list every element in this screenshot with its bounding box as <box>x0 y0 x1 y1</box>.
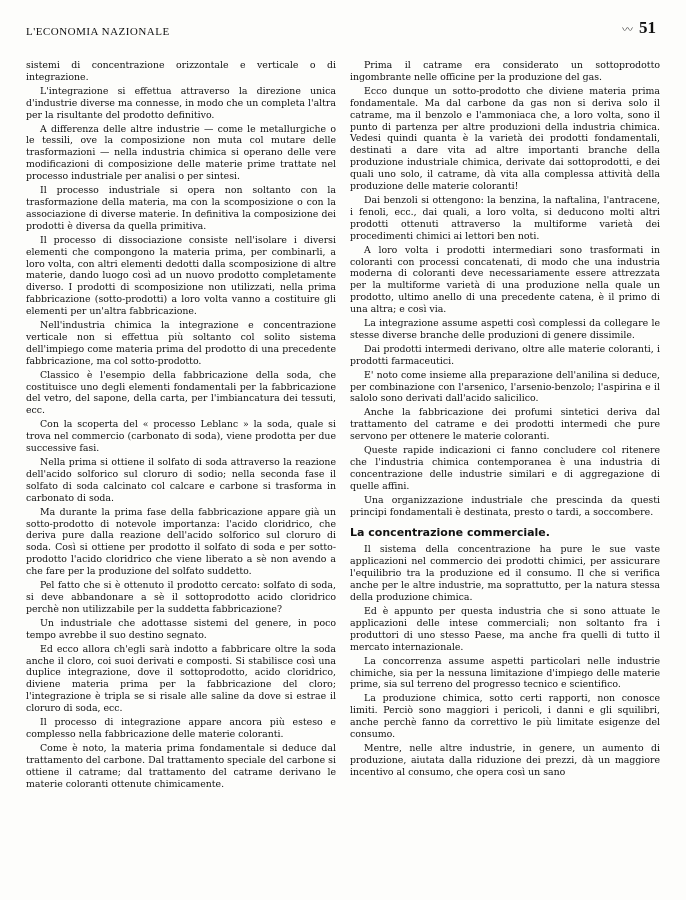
paragraph: Ecco dunque un sotto-prodotto che diviene materia prima fondamentale. Ma dal carbone da gas non si deriva solo il catrame, ma il benzolo e l'ammoniaca che, a loro volta, sono il punto di partenza per altre produzioni della industria chimica. Vedesi quindi quanta è la varietà dei prodotti fondamentali, destinati a dare vita ad altre importanti branche della produzione industriale chimica, derivate dai sottoprodotti, e dei quali uno solo, il catrame, dà vita alla complessa attività della produzione delle materie coloranti! <box>350 85 660 193</box>
paragraph: L'integrazione si effettua attraverso la direzione unica d'industrie diverse ma connesse, in modo che un completa l'altra per la risultante del prodotto definitivo. <box>26 85 336 121</box>
paragraph: Pel fatto che si è ottenuto il prodotto cercato: solfato di soda, si deve abbandonare a sè il sottoprodotto acido cloridrico perchè non utilizzabile per la suddetta fabbricazione? <box>26 580 336 615</box>
running-head: L'ECONOMIA NAZIONALE <box>26 26 170 38</box>
paragraph: A differenza delle altre industrie — come le metallurgiche o le tessili, ove la composizione non muta col mutare delle trasformazioni — nella industria chimica si operano delle vere modificazioni di composizione delle materie prime trattate nel processo industriale per analisi o per sintesi. <box>26 123 336 183</box>
paragraph: Queste rapide indicazioni ci fanno concludere col ritenere che l'industria chimica contemporanea è una industria di concentrazione delle industrie similari e di aggregazione di quelle affini. <box>350 445 660 492</box>
paragraph: Un industriale che adottasse sistemi del genere, in poco tempo avrebbe il suo destino segnato. <box>26 617 336 641</box>
page-number: 51 <box>639 18 656 37</box>
paragraph: Ed è appunto per questa industria che si sono attuate le applicazioni delle intese commerciali; non soltanto fra i produttori di uno stesso Paese, ma anche fra quelli di tutto il mercato internazionale. <box>350 605 660 653</box>
paragraph: Con la scoperta del « processo Leblanc » la soda, quale si trova nel commercio (carbonato di soda), viene prodotta per due successive fasi. <box>26 419 336 455</box>
paragraph: Il sistema della concentrazione ha pure le sue vaste applicazioni nel commercio dei prodotti chimici, per assicurare l'equilibrio tra la produzione ed il consumo. Il che si verifica anche per le altre industrie, ma soprattutto, per la natura stessa della produzione chimica. <box>350 544 660 604</box>
paragraph: Ma durante la prima fase della fabbricazione appare già un sotto-prodotto di notevole importanza: l'acido cloridrico, che deriva pure dalla reazione dell'acido solforico sul cloruro di soda. Così si ottiene per prodotto il solfato di soda e per sotto-prodotto l'acido cloridrico che viene liberato a sè non avendo a che fare per la produzione del solfato suddetto. <box>26 506 336 578</box>
page-number-group <box>622 10 656 38</box>
page-header <box>26 10 656 50</box>
paragraph: Una organizzazione industriale che prescinda da questi principi fondamentali è destinata, presto o tardi, a soccombere. <box>350 494 660 518</box>
paragraph: Nell'industria chimica la integrazione e concentrazione verticale non si effettua più soltanto col solito sistema dell'impiego come materia prima del prodotto di una precedente fabbricazione, ma col sotto-prodotto. <box>26 320 336 367</box>
paragraph: Anche la fabbricazione dei profumi sintetici deriva dal trattamento del catrame e dei prodotti intermedi che pure servono per ottenere le materie coloranti. <box>350 407 660 443</box>
paragraph: Prima il catrame era considerato un sottoprodotto ingombrante nelle officine per la produzione del gas. <box>350 60 660 83</box>
section-heading: La concentrazione commerciale. <box>350 525 550 539</box>
paragraph: Mentre, nelle altre industrie, in genere, un aumento di produzione, aiutata dalla riduzione dei prezzi, dà un maggiore incentivo al consumo, che opera così un sano <box>350 742 660 778</box>
body-columns <box>26 60 660 890</box>
paragraph: Il processo di integrazione appare ancora più esteso e complesso nella fabbricazione delle materie coloranti. <box>26 717 336 740</box>
paragraph: Classico è l'esempio della fabbricazione della soda, che costituisce uno degli elementi fondamentali per la fabbricazione del vetro, del sapone, della carta, per l'imbiancatura dei tessuti, ecc. <box>26 369 336 417</box>
paragraph: Come è noto, la materia prima fondamentale si deduce dal trattamento del carbone. Dal trattamento speciale del carbone si ottiene il catrame; dal trattamento del catrame derivano le materie coloranti ottenute chimicamente. <box>26 742 336 790</box>
paragraph: Dai benzoli si ottengono: la benzina, la naftalina, l'antracene, i fenoli, ecc., dai quali, a loro volta, si deducono molti altri prodotti ottenuti attraverso la multiforme varietà dei procedimenti chimici ai lettori ben noti. <box>350 194 660 242</box>
paragraph: Dai prodotti intermedi derivano, oltre alle materie coloranti, i prodotti farmaceutici. <box>350 343 660 367</box>
paragraph: La concorrenza assume aspetti particolari nelle industrie chimiche, sia per la nessuna limitazione d'impiego delle materie prime, sia sul terreno del progresso tecnico e scientifico. <box>350 655 660 691</box>
paragraph: La produzione chimica, sotto certi rapporti, non conosce limiti. Perciò sono maggiori i pericoli, i danni e gli squilibri, anche perchè fanno da correttivo le più limitate esigenze del consumo. <box>350 693 660 741</box>
paragraph: Ed ecco allora ch'egli sarà indotto a fabbricare oltre la soda anche il cloro, coi suoi derivati e composti. Si stabilisce così una duplice integrazione, dove il sottoprodotto, acido cloridrico, diviene materia prima per la fabbricazione del cloro; l'integrazione è tripla se si risale alle saline da dove si estrae il cloruro di soda, ecc. <box>26 643 336 715</box>
paragraph: Il processo di dissociazione consiste nell'isolare i diversi elementi che compongono la materia prima, per combinarli, a loro volta, con altri elementi dedotti dalla scomposizione di altre materie, dando luogo così ad un nuovo prodotto completamente diverso. I prodotti di scomposizione non utilizzati, nella prima fabbricazione (sotto-prodotti) a loro volta vanno a costituire gli elementi per un'altra fabbricazione. <box>26 234 336 318</box>
right-column <box>350 60 660 890</box>
paragraph: La integrazione assume aspetti così complessi da collegare le stesse diverse branche delle produzioni di genere dissimile. <box>350 318 660 341</box>
paragraph: sistemi di concentrazione orizzontale e verticale o di integrazione. <box>26 60 336 83</box>
ornament-icon: 〰 <box>622 23 633 36</box>
paragraph: E' noto come insieme alla preparazione dell'anilina si deduce, per combinazione con l'arsenico, l'arsenio-benzolo; l'aspirina e il salolo sono derivati dall'acido salicilico. <box>350 369 660 405</box>
left-column <box>26 60 336 890</box>
paragraph: Nella prima si ottiene il solfato di soda attraverso la reazione dell'acido solforico sul cloruro di sodio; nella seconda fase il solfato di soda calcinato col calcare e carbone si trasforma in carbonato di soda. <box>26 457 336 504</box>
paragraph: A loro volta i prodotti intermediari sono trasformati in coloranti con processi concatenati, di modo che una industria moderna di coloranti deve necessariamente essere attrezzata per la multiforme varietà di una produzione nella quale un prodotto, ultimo anello di una precedente catena, è il primo di una altra; e così via. <box>350 244 660 316</box>
paragraph: Il processo industriale si opera non soltanto con la trasformazione della materia, ma con la scomposizione o con la associazione di diverse materie. In definitiva la composizione dei prodotti è diversa da quella primitiva. <box>26 185 336 232</box>
